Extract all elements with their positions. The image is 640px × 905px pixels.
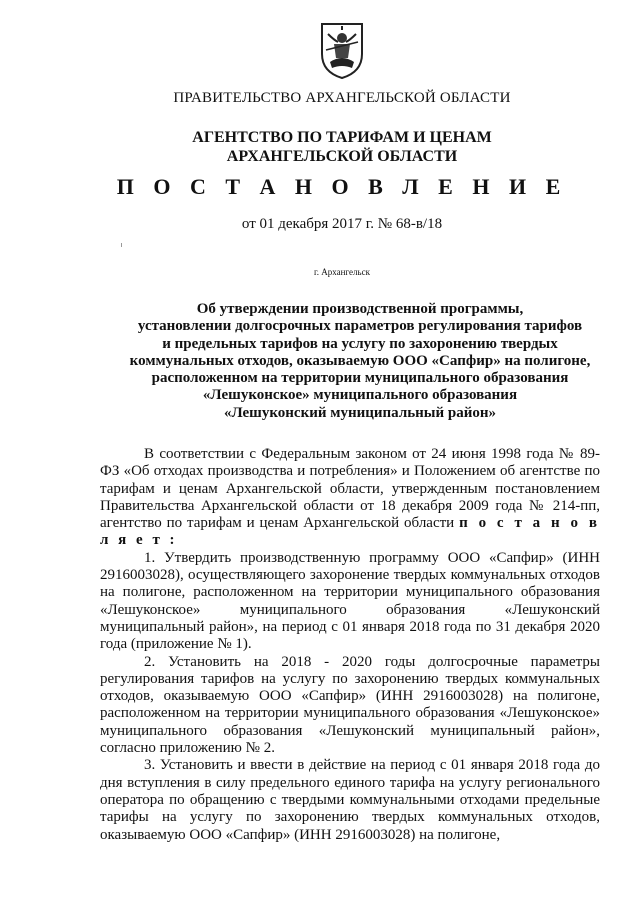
document-type: П О С Т А Н О В Л Е Н И Е xyxy=(116,174,568,199)
intro-paragraph xyxy=(100,446,600,550)
city: г. Архангельск xyxy=(314,267,370,277)
agency-name-line1: АГЕНТСТВО ПО ТАРИФАМ И ЦЕНАМ xyxy=(192,129,492,146)
subject-line: расположенном на территории муниципального образования xyxy=(151,370,569,387)
government-name: ПРАВИТЕЛЬСТВО АРХАНГЕЛЬСКОЙ ОБЛАСТИ xyxy=(173,90,511,106)
intro-text: В соответствии с Федеральным законом от 24 июня 1998 года № 89-ФЗ «Об отходах производства и потребления» и Положением об агентстве по тарифам и ценам Архангельской области, утвержденным постановлением Правительства Архангельской области от 18 декабря 2009 года № 214-пп, агентство по тарифам и ценам Архангельской области xyxy=(100,446,600,532)
subject-line: и предельных тарифов на услугу по захоронению твердых xyxy=(162,335,558,352)
date-number: от 01 декабря 2017 г. № 68-в/18 xyxy=(241,216,443,232)
margin-mark xyxy=(121,243,122,247)
subject-line: коммунальных отходов, оказываемую ООО «Сапфир» на полигоне, xyxy=(129,352,591,369)
agency-name-line2: АРХАНГЕЛЬСКОЙ ОБЛАСТИ xyxy=(226,148,458,165)
document-subject xyxy=(96,301,624,422)
subject-line: Об утверждении производственной программы, xyxy=(196,301,524,317)
document-body xyxy=(100,446,600,844)
item-1-paragraph: 1. Утвердить производственную программу ООО «Сапфир» (ИНН 2916003028), осуществляющего захоронение твердых коммунальных отходов на полигоне, расположенном на территории муниципального образования «Лешуконское» муниципального образования «Лешуконский муниципальный район», на период с 01 января 2018 года по 31 декабря 2020 года (приложение № 1). xyxy=(100,549,600,653)
subject-line: установлении долгосрочных параметров регулирования тарифов xyxy=(137,318,583,335)
item-2-paragraph: 2. Установить на 2018 - 2020 годы долгосрочные параметры регулирования тарифов на услугу по захоронению твердых коммунальных отходов, оказываемую ООО «Сапфир» (ИНН 2916003028) на полигоне, расположенном на территории муниципального образования «Лешуконское» муниципального образования «Лешуконский муниципальный район», согласно приложению № 2. xyxy=(100,653,600,757)
subject-line: «Лешуконское» муниципального образования xyxy=(202,387,518,404)
coat-of-arms-icon xyxy=(318,20,366,80)
subject-line: «Лешуконский муниципальный район» xyxy=(223,404,497,421)
resolves-word: п о с т а н о в л я е т : xyxy=(100,515,600,549)
item-3-paragraph: 3. Установить и ввести в действие на период с 01 января 2018 года до дня вступления в силу предельного единого тарифа на услугу регионального оператора по обращению с твердыми коммунальными отходами предельные тарифы на услугу по захоронению твердых коммунальных отходов, оказываемую ООО «Сапфир» (ИНН 2916003028) на полигоне, xyxy=(100,757,600,843)
agency-name xyxy=(60,128,624,166)
